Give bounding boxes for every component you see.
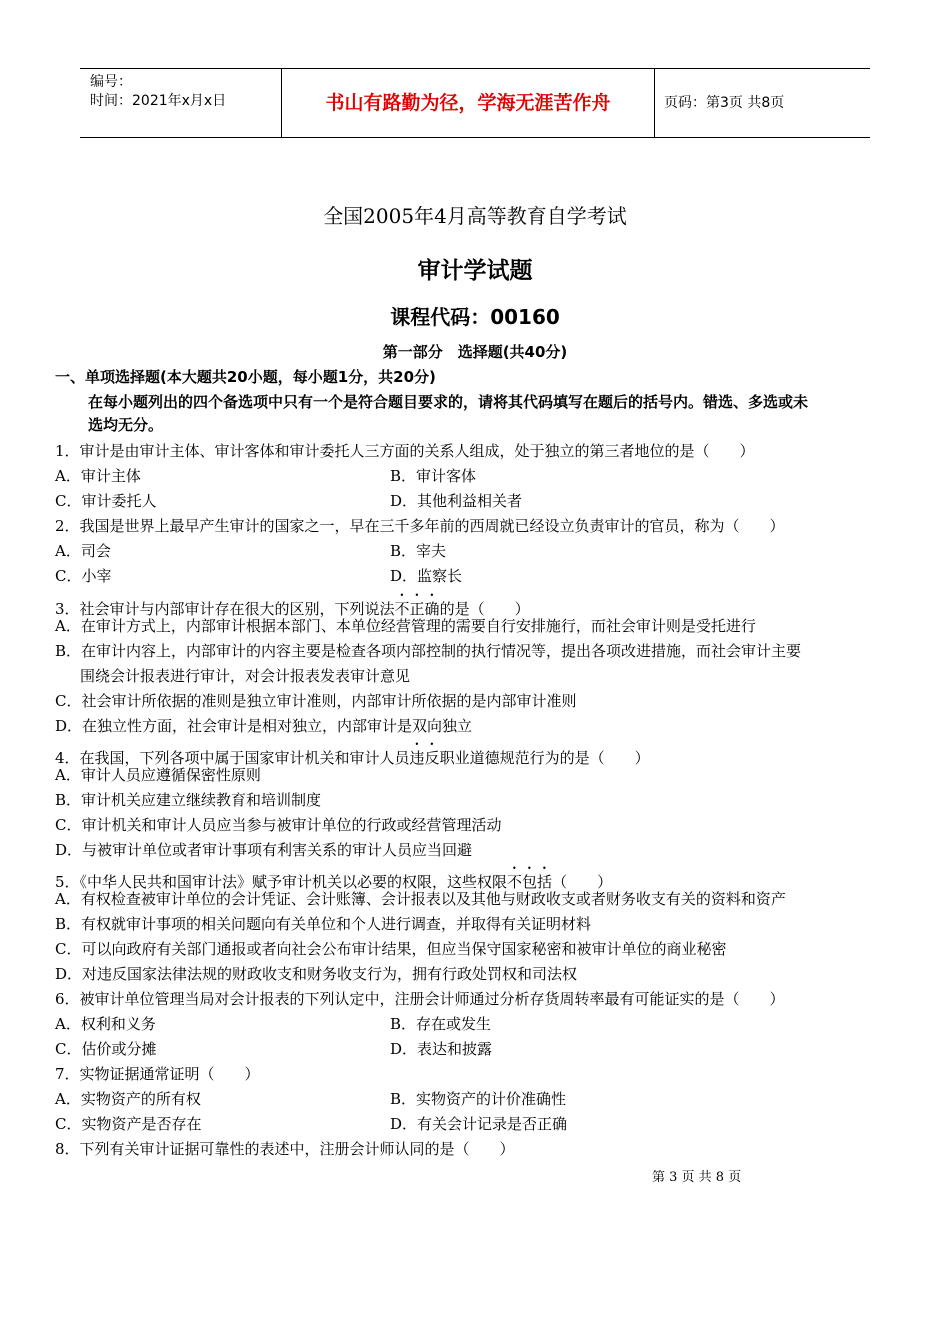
option-1d: D．其他利益相关者 xyxy=(390,492,523,510)
option-7b: B．实物资产的计价准确性 xyxy=(390,1090,567,1108)
instruction-line-1: 在每小题列出的四个备选项中只有一个是符合题目要求的，请将其代码填写在题后的括号内。错选、多选或未 xyxy=(88,393,809,411)
question-4-text: 4．在我国，下列各项中属于国家审计机关和审计人员 xyxy=(55,749,410,767)
option-6d: D．表达和披露 xyxy=(390,1040,493,1058)
option-4c: C．审计机关和审计人员应当参与被审计单位的行政或经营管理活动 xyxy=(55,816,502,834)
header-meta xyxy=(90,73,226,111)
option-3a: A．在审计方式上，内部审计根据本部门、本单位经营管理的需要自行安排施行，而社会审计则是受托进行 xyxy=(55,617,756,635)
part-title: 第一部分 选择题(共40分) xyxy=(382,343,568,361)
option-4a: A．审计人员应遵循保密性原则 xyxy=(55,766,261,784)
motto: 书山有路勤为径，学海无涯苦作舟 xyxy=(281,69,655,137)
option-4b: B．审计机关应建立继续教育和培训制度 xyxy=(55,791,322,809)
emphasis-mark: 不包括 xyxy=(507,873,553,891)
option-6c: C．估价或分摊 xyxy=(55,1040,157,1058)
option-2a: A．司会 xyxy=(55,542,111,560)
emphasis-mark: 不正确 xyxy=(394,600,440,618)
option-3d: D．在独立性方面，社会审计是相对独立，内部审计是双向独立 xyxy=(55,717,473,735)
option-1b: B．审计客体 xyxy=(390,467,477,485)
option-2b: B．宰夫 xyxy=(390,542,447,560)
option-7c: C．实物资产是否存在 xyxy=(55,1115,202,1133)
option-1c: C．审计委托人 xyxy=(55,492,157,510)
document-header xyxy=(80,68,870,138)
option-5c: C．可以向政府有关部门通报或者向社会公布审计结果，但应当保守国家秘密和被审计单位的商业秘密 xyxy=(55,940,727,958)
option-3c: C．社会审计所依据的准则是独立审计准则，内部审计所依据的是内部审计准则 xyxy=(55,692,577,710)
question-1: 1．审计是由审计主体、审计客体和审计委托人三方面的关系人组成，处于独立的第三者地位的是（ ） xyxy=(55,442,755,460)
question-7: 7．实物证据通常证明（ ） xyxy=(55,1065,260,1083)
time-label: 时间：2021年x月x日 xyxy=(90,93,227,109)
option-6b: B．存在或发生 xyxy=(390,1015,492,1033)
option-5a: A．有权检查被审计单位的会计凭证、会计账簿、会计报表以及其他与财政收支或者财务收支有关的资料和资产 xyxy=(55,890,786,908)
question-3-tail: 的是（ ） xyxy=(439,600,530,618)
option-1a: A．审计主体 xyxy=(55,467,141,485)
question-6: 6．被审计单位管理当局对会计报表的下列认定中，注册会计师通过分析存货周转率最有可能证实的是（ ） xyxy=(55,990,785,1008)
option-5b: B．有权就审计事项的相关问题向有关单位和个人进行调查，并取得有关证明材料 xyxy=(55,915,592,933)
question-3-text: 3．社会审计与内部审计存在很大的区别，下列说法 xyxy=(55,600,395,618)
option-5d: D．对违反国家法律法规的财政收支和财务收支行为，拥有行政处罚权和司法权 xyxy=(55,965,578,983)
subject-title: 审计学试题 xyxy=(417,258,533,284)
option-2c: C．小宰 xyxy=(55,567,112,585)
option-7d: D．有关会计记录是否正确 xyxy=(390,1115,568,1133)
exam-title: 全国2005年4月高等教育自学考试 xyxy=(323,204,627,228)
option-2d: D．监察长 xyxy=(390,567,463,585)
option-3b: B．在审计内容上，内部审计的内容主要是检查各项内部控制的执行情况等，提出各项改进措施，而社会审计主要 xyxy=(55,642,802,660)
question-2: 2．我国是世界上最早产生审计的国家之一，早在三千多年前的西周就已经设立负责审计的官员，称为（ ） xyxy=(55,517,785,535)
header-page-info: 页码：第3页 共8页 xyxy=(664,95,785,111)
instruction-line-2: 选均无分。 xyxy=(88,416,164,434)
section-heading: 一、单项选择题(本大题共20小题，每小题1分，共20分) xyxy=(55,368,436,386)
page-footer: 第 3 页 共 8 页 xyxy=(652,1170,742,1185)
option-4d: D．与被审计单位或者审计事项有利害关系的审计人员应当回避 xyxy=(55,841,473,859)
option-3b-continued: 围绕会计报表进行审计，对会计报表发表审计意见 xyxy=(80,667,411,685)
emphasis-mark: 违反 xyxy=(409,749,440,767)
number-label: 编号： xyxy=(90,74,132,90)
question-4-tail: 职业道德规范行为的是（ ） xyxy=(439,749,650,767)
question-5-tail: （ ） xyxy=(552,873,613,891)
course-code: 课程代码：00160 xyxy=(390,305,560,329)
option-6a: A．权利和义务 xyxy=(55,1015,156,1033)
question-8: 8．下列有关审计证据可靠性的表述中，注册会计师认同的是（ ） xyxy=(55,1140,515,1158)
option-7a: A．实物资产的所有权 xyxy=(55,1090,201,1108)
question-5-text: 5．《中华人民共和国审计法》赋予审计机关以必要的权限，这些权限 xyxy=(55,873,508,891)
